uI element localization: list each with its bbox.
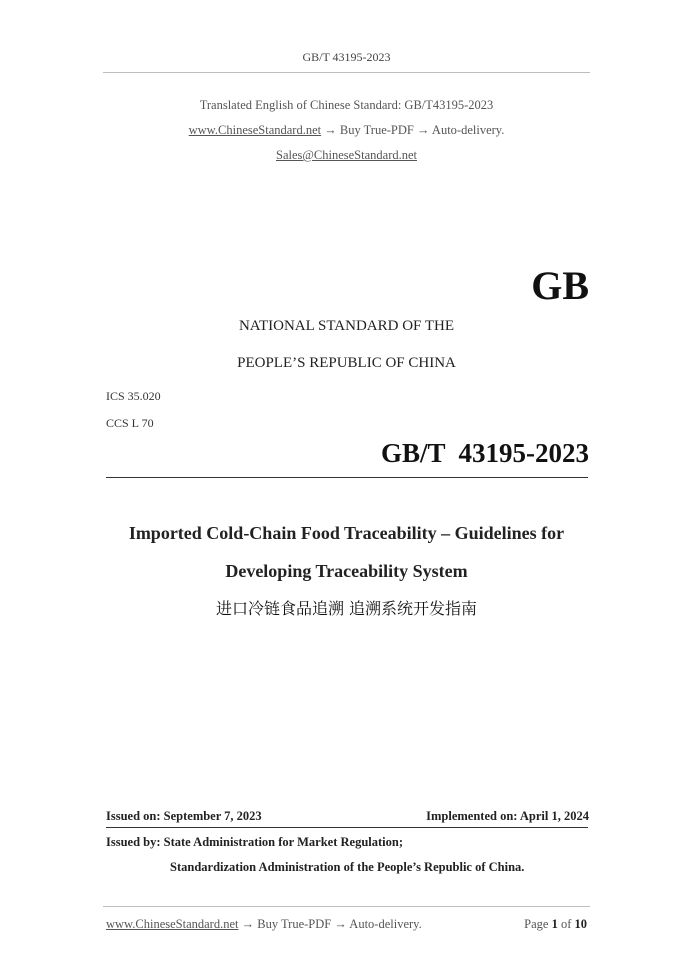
issued-by-line1: Issued by: State Administration for Market Regulation; <box>106 835 403 849</box>
gb-mark: GB <box>531 263 589 308</box>
running-header: GB/T 43195-2023 <box>302 50 391 64</box>
footer-site-link[interactable]: www.ChineseStandard.net <box>106 917 239 931</box>
issued-by-line2: Standardization Administration of the People’s Republic of China. <box>170 860 525 874</box>
purchase-notice-text: → Buy True-PDF → Auto-delivery. <box>321 123 505 137</box>
issue-divider <box>106 827 588 828</box>
translation-notice: Translated English of Chinese Standard: GB/T43195-2023 <box>199 98 494 112</box>
implemented-on: Implemented on: April 1, 2024 <box>426 809 589 823</box>
email-link[interactable]: Sales@ChineseStandard.net <box>276 148 417 162</box>
page-total: 10 <box>574 917 587 931</box>
title-divider <box>106 477 588 478</box>
purchase-notice <box>0 123 693 138</box>
document-title-line2: Developing Traceability System <box>225 561 468 581</box>
ics-code: ICS 35.020 <box>106 389 161 403</box>
email-line <box>0 148 693 163</box>
of-label: of <box>560 917 572 931</box>
document-title-chinese: 进口冷链食品追溯 追溯系统开发指南 <box>215 599 478 618</box>
document-title-line1: Imported Cold-Chain Food Traceability – Guidelines for <box>128 523 565 543</box>
footer-purchase-text: → Buy True-PDF → Auto-delivery. <box>238 917 422 931</box>
header-divider <box>103 72 590 73</box>
page-number: 1 <box>551 917 558 931</box>
standard-number: GB/T 43195-2023 <box>380 438 589 468</box>
footer-divider <box>103 906 590 907</box>
issued-on: Issued on: September 7, 2023 <box>106 809 262 823</box>
page-indicator <box>524 917 587 932</box>
national-standard-line1: NATIONAL STANDARD OF THE <box>238 318 455 334</box>
footer-purchase-notice <box>106 917 422 932</box>
site-link[interactable]: www.ChineseStandard.net <box>188 123 322 137</box>
national-standard-line2: PEOPLE’S REPUBLIC OF CHINA <box>237 355 456 371</box>
page-label: Page <box>524 917 549 931</box>
ccs-code: CCS L 70 <box>106 416 154 430</box>
